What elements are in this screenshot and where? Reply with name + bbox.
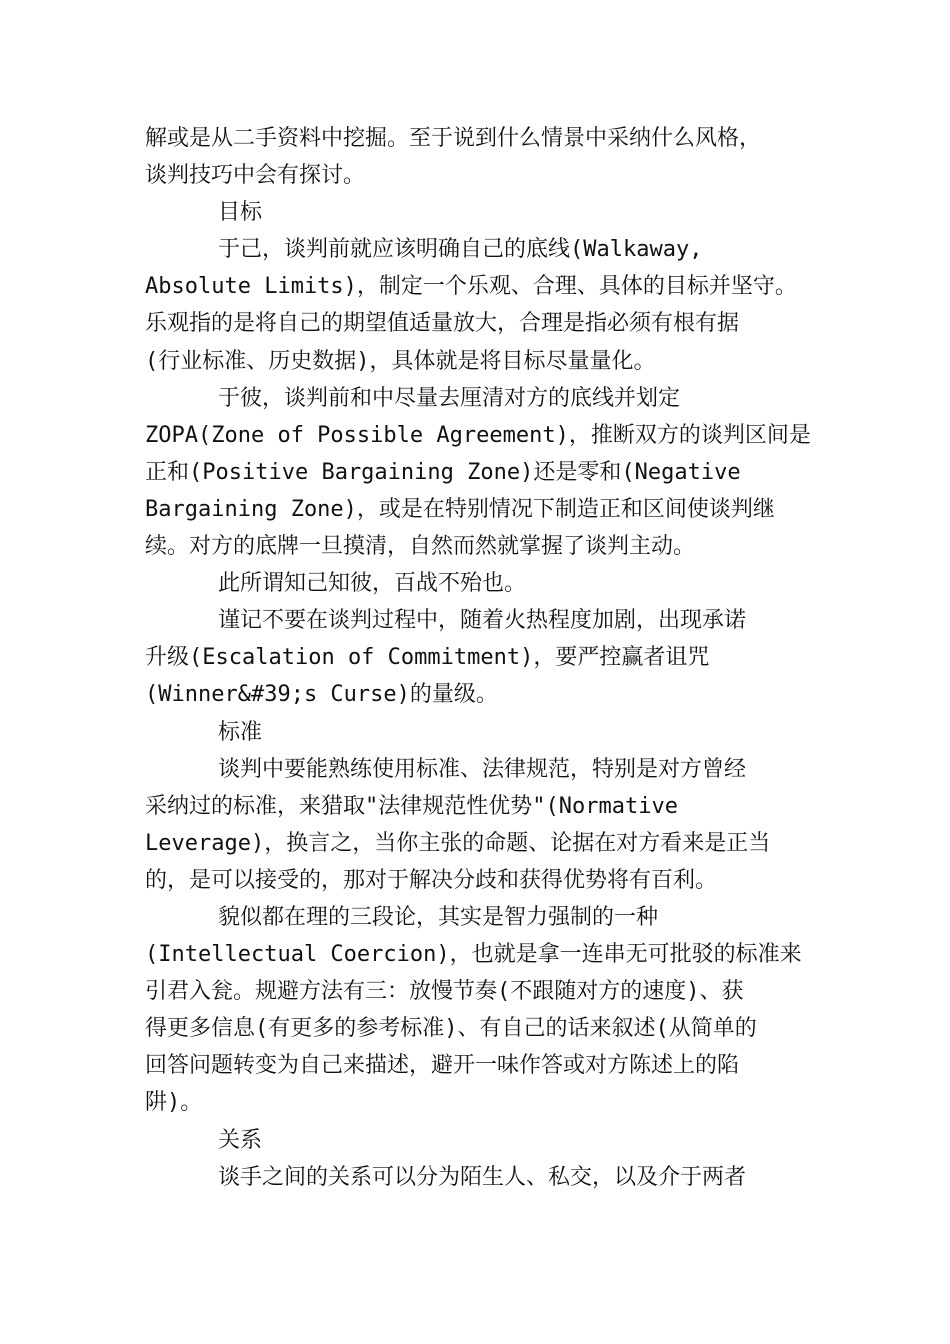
text-line: 谈判技巧中会有探讨。 <box>145 163 366 189</box>
text-line: (行业标准、历史数据)，具体就是将目标尽量量化。 <box>145 348 656 374</box>
section-heading-standard: 标准 <box>218 719 263 745</box>
text-line: Leverage)，换言之，当你主张的命题、论据在对方看来是正当 <box>145 830 771 856</box>
text-line: (Intellectual Coercion)，也就是拿一连串无可批驳的标准来 <box>145 942 802 968</box>
text-line: Absolute Limits)，制定一个乐观、合理、具体的目标并坚守。 <box>145 274 797 300</box>
text-line: (Winner&#39;s Curse)的量级。 <box>145 682 498 708</box>
text-line: 采纳过的标准，来猎取"法律规范性优势"(Normative <box>145 793 678 819</box>
text-line: 于彼，谈判前和中尽量去厘清对方的底线并划定 <box>218 385 681 411</box>
text-line: 貌似都在理的三段论，其实是智力强制的一种 <box>218 904 659 930</box>
text-line: 谈手之间的关系可以分为陌生人、私交，以及介于两者 <box>218 1164 747 1190</box>
section-heading-relationship: 关系 <box>218 1127 263 1153</box>
text-line: ZOPA(Zone of Possible Agreement)，推断双方的谈判区间是 <box>145 422 811 448</box>
text-line: 续。对方的底牌一旦摸清，自然而然就掌握了谈判主动。 <box>145 534 696 560</box>
text-line: 阱)。 <box>145 1090 203 1116</box>
document-body <box>145 120 815 1196</box>
text-line: 谨记不要在谈判过程中，随着火热程度加剧，出现承诺 <box>218 608 747 634</box>
text-line: 的，是可以接受的，那对于解决分歧和获得优势将有百利。 <box>145 867 718 893</box>
text-line: 乐观指的是将自己的期望值适量放大，合理是指必须有根有据 <box>145 311 740 337</box>
text-line: 正和(Positive Bargaining Zone)还是零和(Negative <box>145 459 741 485</box>
text-line: 引君入瓮。规避方法有三：放慢节奏(不跟随对方的速度)、获 <box>145 979 744 1005</box>
text-line: 升级(Escalation of Commitment)，要严控赢者诅咒 <box>145 645 710 671</box>
text-line: 得更多信息(有更多的参考标准)、有自己的话来叙述(从简单的 <box>145 1016 757 1042</box>
text-line: 于己，谈判前就应该明确自己的底线(Walkaway, <box>218 237 703 263</box>
text-line: 此所谓知己知彼，百战不殆也。 <box>218 571 527 597</box>
text-line: 解或是从二手资料中挖掘。至于说到什么情景中采纳什么风格， <box>145 126 762 151</box>
text-line: 谈判中要能熟练使用标准、法律规范，特别是对方曾经 <box>218 756 747 782</box>
section-heading-goal: 目标 <box>218 200 263 226</box>
text-line: 回答问题转变为自己来描述，避开一味作答或对方陈述上的陷 <box>145 1053 740 1079</box>
text-line: Bargaining Zone)，或是在特别情况下制造正和区间使谈判继 <box>145 496 775 522</box>
